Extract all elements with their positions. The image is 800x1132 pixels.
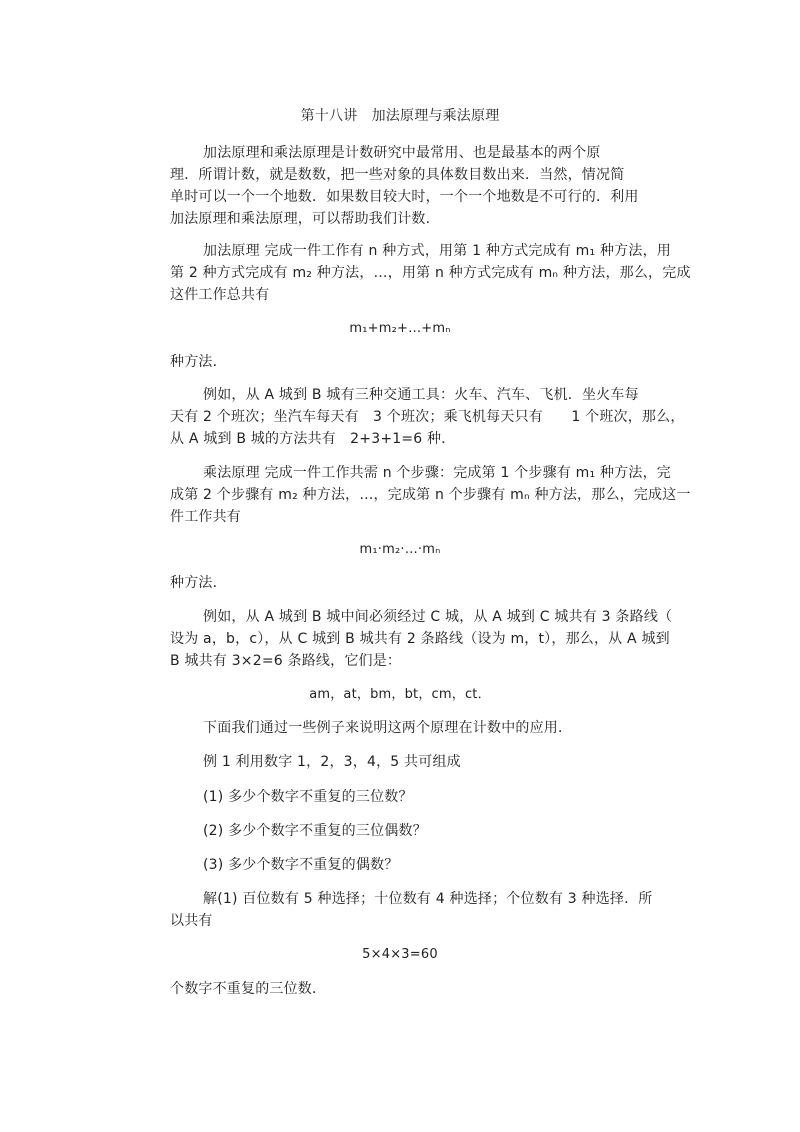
transition-text: 下面我们通过一些例子来说明这两个原理在计数中的应用． xyxy=(203,720,573,736)
addition-principle-line-1: 加法原理 完成一件工作有 n 种方式，用第 1 种方式完成有 m₁ 种方法，用 xyxy=(203,243,671,259)
multiplication-example-line-2: 设为 a，b，c），从 C 城到 B 城共有 2 条路线（设为 m，t），那么，从 A 城到 xyxy=(170,631,670,647)
addition-principle-line-2: 第 2 种方式完成有 m₂ 种方法，…，用第 n 种方式完成有 mₙ 种方法，那么，完成 xyxy=(170,265,691,281)
multiplication-principle-line-2: 成第 2 个步骤有 m₂ 种方法，…，完成第 n 个步骤有 mₙ 种方法，那么，完成这一 xyxy=(170,487,691,503)
multiplication-example-line-3: B 城共有 3×2=6 条路线，它们是： xyxy=(170,653,402,669)
example1-conclusion: 个数字不重复的三位数． xyxy=(170,981,327,997)
example1-stem: 例 1 利用数字 1，2，3，4，5 共可组成 xyxy=(203,754,461,770)
example1-question-2: (2) 多少个数字不重复的三位偶数？ xyxy=(203,823,427,839)
multiplication-principle-line-3: 件工作共有 xyxy=(170,509,241,525)
multiplication-example-line-1: 例如，从 A 城到 B 城中间必须经过 C 城，从 A 城到 C 城共有 3 条路线（ xyxy=(203,609,673,625)
addition-example-line-1: 例如，从 A 城到 B 城有三种交通工具：火车、汽车、飞机．坐火车每 xyxy=(203,387,639,403)
intro-line-4: 加法原理和乘法原理，可以帮助我们计数. xyxy=(170,211,431,227)
example1-solution-line-1: 解(1) 百位数有 5 种选择；十位数有 4 种选择；个位数有 3 种选择．所 xyxy=(203,891,653,907)
page-title: 第十八讲 加法原理与乘法原理 xyxy=(300,108,500,124)
addition-example-line-2: 天有 2 个班次；坐汽车每天有 3 个班次；乘飞机每天只有 1 个班次，那么， xyxy=(170,409,685,425)
addition-formula: m₁+m₂+…+mₙ xyxy=(349,321,451,336)
example1-solution-line-2: 以共有 xyxy=(170,913,213,929)
intro-line-1: 加法原理和乘法原理是计数研究中最常用、也是最基本的两个原 xyxy=(203,145,601,161)
routes-list: am，at，bm，bt，cm，ct． xyxy=(309,687,491,702)
example1-question-1: (1) 多少个数字不重复的三位数？ xyxy=(203,789,413,805)
intro-line-3: 单时可以一个一个地数．如果数目较大时，一个一个地数是不可行的．利用 xyxy=(170,189,639,205)
addition-example-line-3: 从 A 城到 B 城的方法共有 2+3+1=6 种． xyxy=(170,431,456,447)
methods-suffix-2: 种方法． xyxy=(170,575,227,591)
methods-suffix-1: 种方法． xyxy=(170,354,227,370)
intro-line-2: 理．所谓计数，就是数数，把一些对象的具体数目数出来．当然，情况简 xyxy=(170,167,625,183)
multiplication-formula: m₁·m₂·…·mₙ xyxy=(359,542,441,557)
addition-principle-line-3: 这件工作总共有 xyxy=(170,287,270,303)
multiplication-principle-line-1: 乘法原理 完成一件工作共需 n 个步骤：完成第 1 个步骤有 m₁ 种方法，完 xyxy=(203,465,671,481)
example1-question-3: (3) 多少个数字不重复的偶数？ xyxy=(203,857,399,873)
example1-formula: 5×4×3=60 xyxy=(362,947,438,962)
